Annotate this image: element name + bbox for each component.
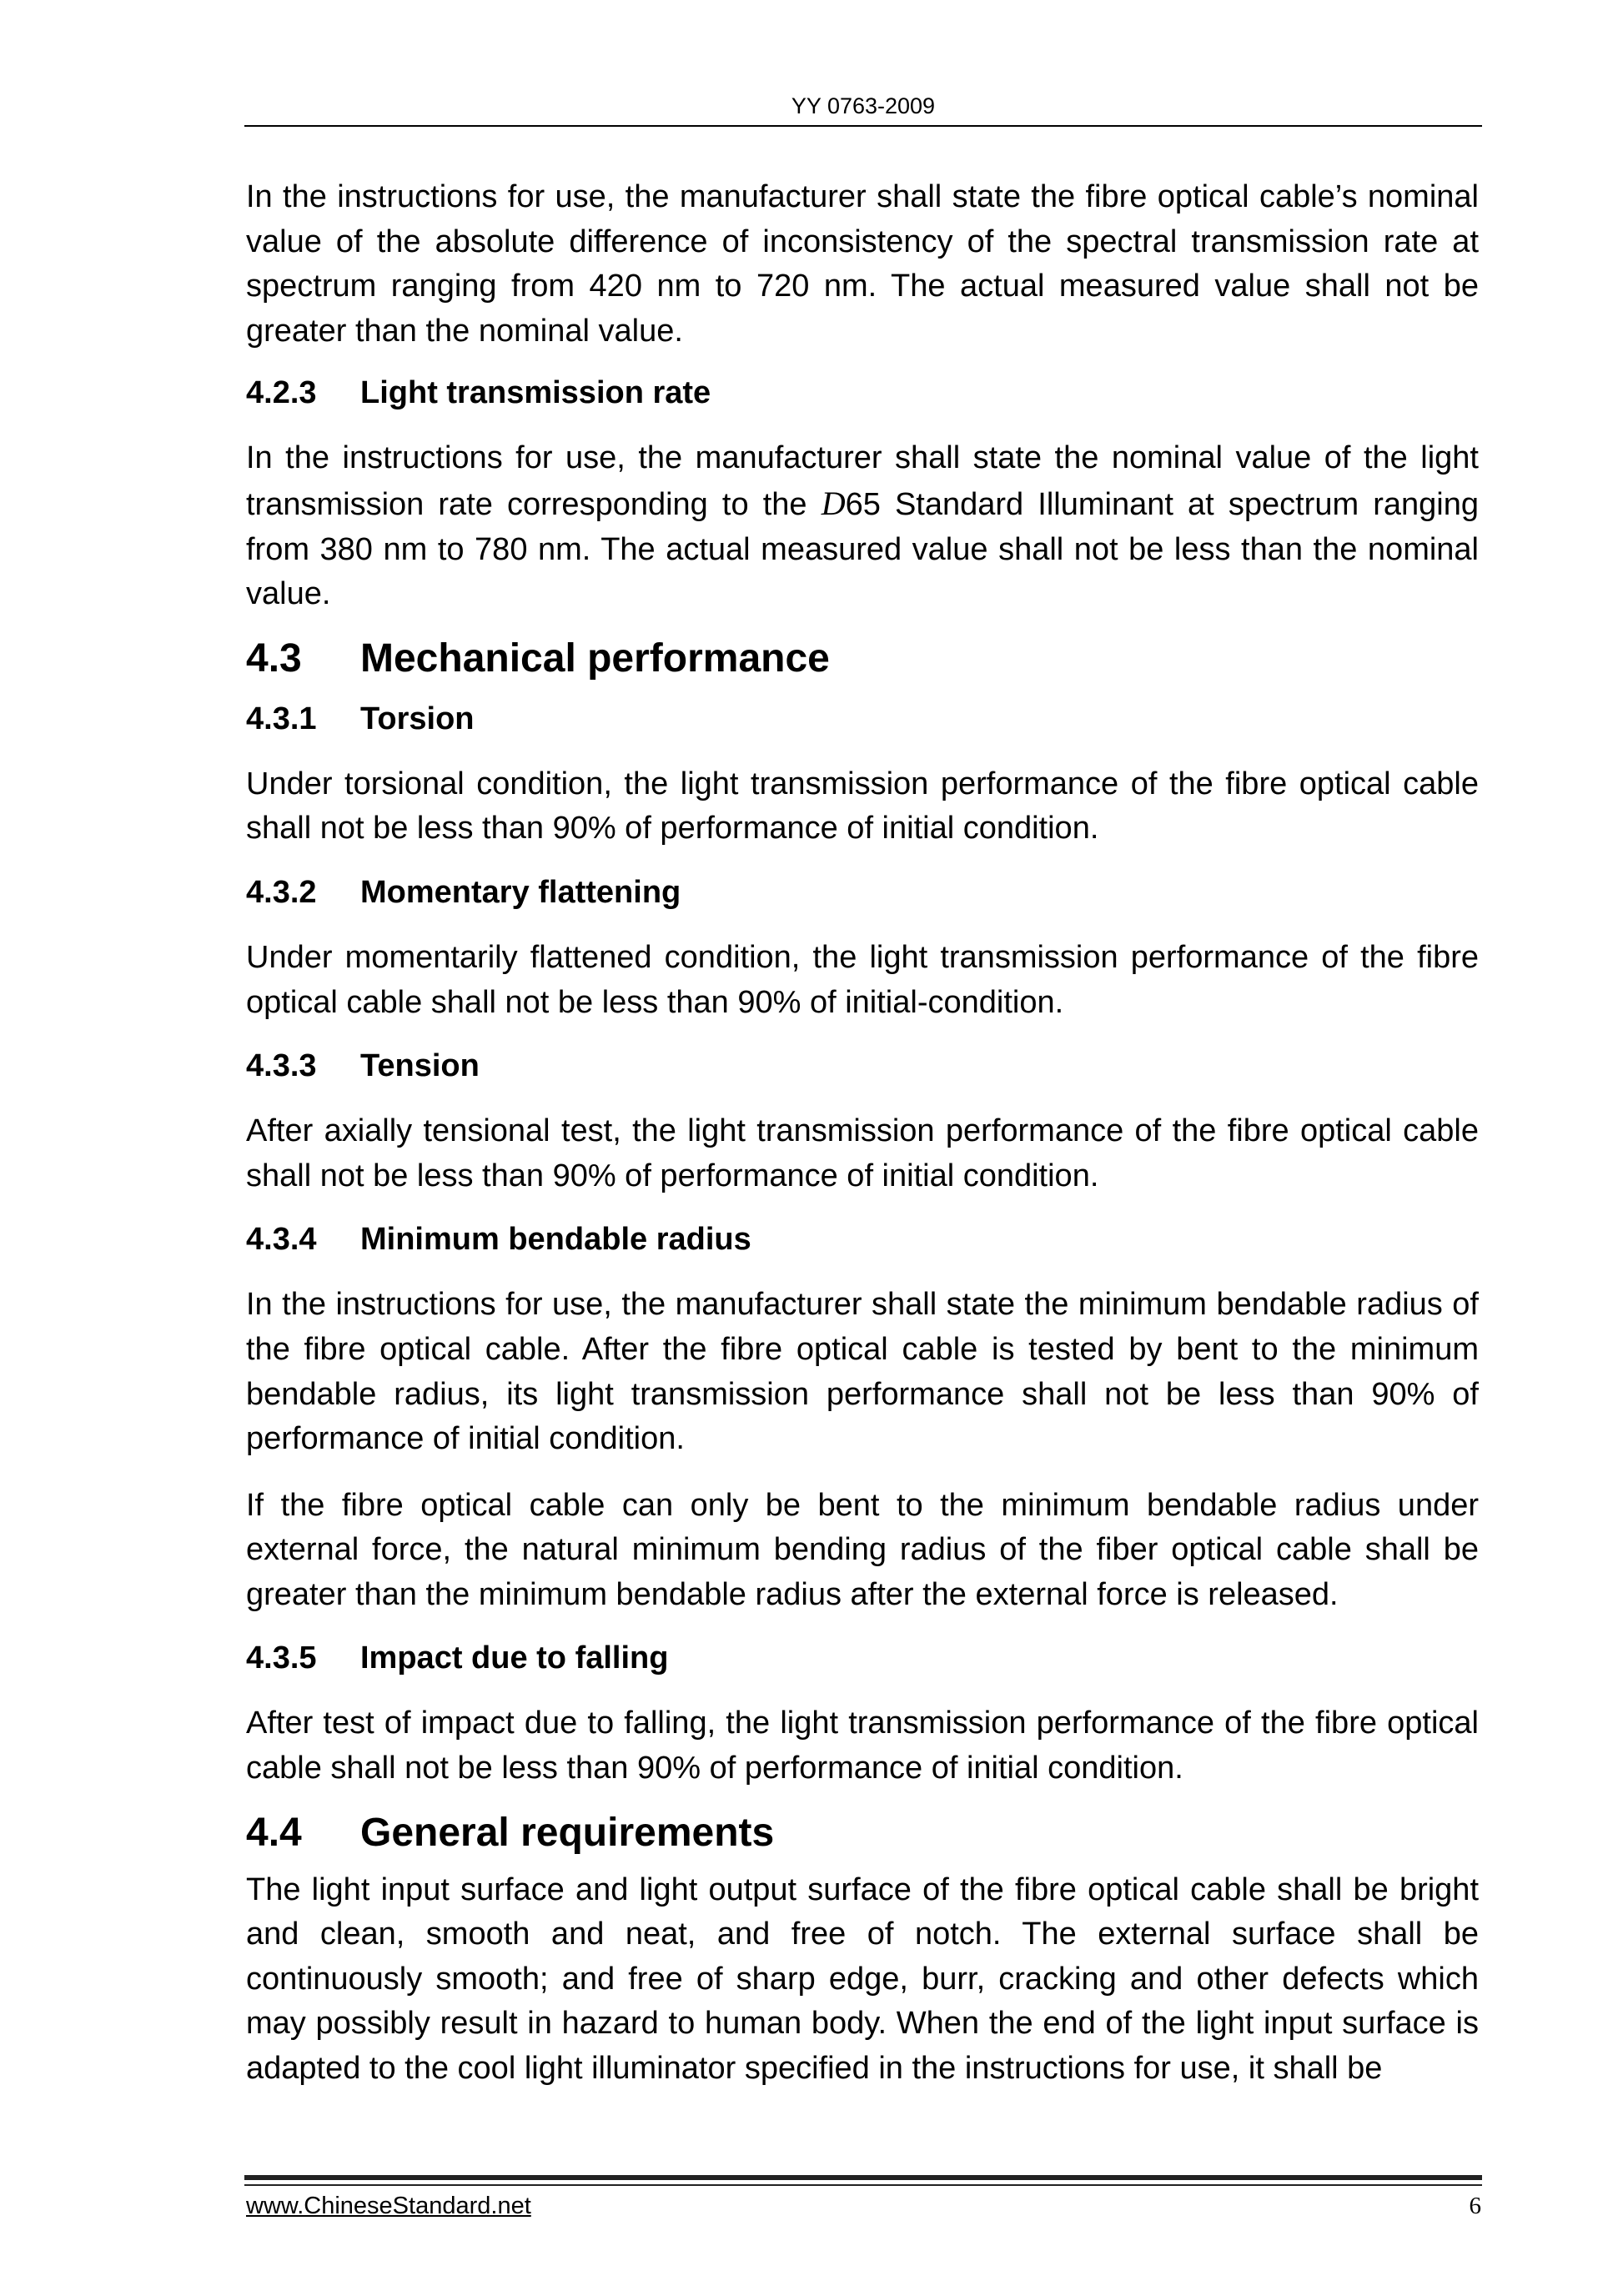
section-title: Mechanical performance [360,636,830,681]
paragraph-spectral-difference: In the instructions for use, the manufacturer shall state the fibre optical cable’s nominal value of the absolute difference of inconsistency of the spectral transmission rate at spectrum ranging from 420 nm to 720 nm. The actual measured value shall not be greater than the nominal value. [246,179,1479,349]
section-title: Minimum bendable radius [360,1222,751,1258]
section-title: Momentary flattening [360,874,681,910]
section-title: Tension [360,1048,480,1084]
paragraph-torsion: Under torsional condition, the light transmission performance of the fibre optical cable shall not be less than 90% of performance of initial condition. [246,766,1479,847]
section-number: 4.2.3 [246,375,317,411]
paragraph-general-requirements: The light input surface and light output surface of the fibre optical cable shall be bright and clean, smooth and neat, and free of notch. The external surface shall be continuously smooth; and free of sharp edge, burr, cracking and other defects which may possibly result in hazard to human body. When the end of the light input surface is adapted to the cool light illuminator specified in the instructions for use, it shall be [246,1871,1479,2087]
heading-4-4 [246,1808,1479,1858]
section-number: 4.4 [246,1810,302,1855]
document-body [246,175,1479,2092]
footer-divider-thick [244,2175,1482,2180]
heading-4-3-3 [246,1045,1479,1087]
section-number: 4.3.1 [246,701,317,736]
variable-d: D [821,484,846,522]
paragraph-tension: After axially tensional test, the light transmission performance of the fibre optical cable shall not be less than 90% of performance of initial condition. [246,1113,1479,1193]
paragraph-flattening: Under momentarily flattened condition, the light transmission performance of the fibre optical cable shall not be less than 90% of initial-condition. [246,939,1479,1020]
paragraph-bendable-radius: In the instructions for use, the manufacturer shall state the minimum bendable radius of the fibre optical cable. After the fibre optical cable is tested by bent to the minimum bendable radius, its light transmission performance shall not be less than 90% of performance of initial condition. [246,1287,1479,1457]
section-number: 4.3.5 [246,1640,317,1676]
section-number: 4.3.4 [246,1222,317,1258]
header-divider [244,125,1482,127]
heading-4-3 [246,634,1479,684]
section-number: 4.3 [246,636,302,681]
section-title: Torsion [360,701,475,736]
paragraph-light-transmission-rate [246,436,1479,616]
heading-4-3-2 [246,872,1479,913]
paragraph-text: In the instructions for use, the manufacturer shall state the nominal value of the light transmission rate corresponding to the [246,440,1479,522]
heading-4-3-5 [246,1637,1479,1679]
section-number: 4.3.2 [246,874,317,910]
heading-4-3-1 [246,698,1479,740]
paragraph-external-force: If the fibre optical cable can only be bent to the minimum bendable radius under external force, the natural minimum bending radius of the fiber optical cable shall be greater than the minimum bendable radius after the external force is released. [246,1487,1479,1612]
document-code-header: YY 0763-2009 [791,93,936,118]
footer-divider-thin [244,2184,1482,2186]
heading-4-3-4 [246,1218,1479,1260]
section-title: Impact due to falling [360,1640,669,1676]
page-number: 6 [1469,2193,1481,2219]
section-title: General requirements [360,1810,775,1855]
section-number: 4.3.3 [246,1048,317,1084]
paragraph-impact: After test of impact due to falling, the light transmission performance of the fibre optical cable shall not be less than 90% of performance of initial condition. [246,1706,1479,1786]
paragraph-text: 65 Standard Illuminant at spectrum ranging from 380 nm to 780 nm. The actual measured value shall not be less than the nominal value. [246,486,1479,612]
heading-4-2-3 [246,372,1479,414]
website-link[interactable]: www.ChineseStandard.net [246,2193,531,2219]
section-title: Light transmission rate [360,375,711,411]
